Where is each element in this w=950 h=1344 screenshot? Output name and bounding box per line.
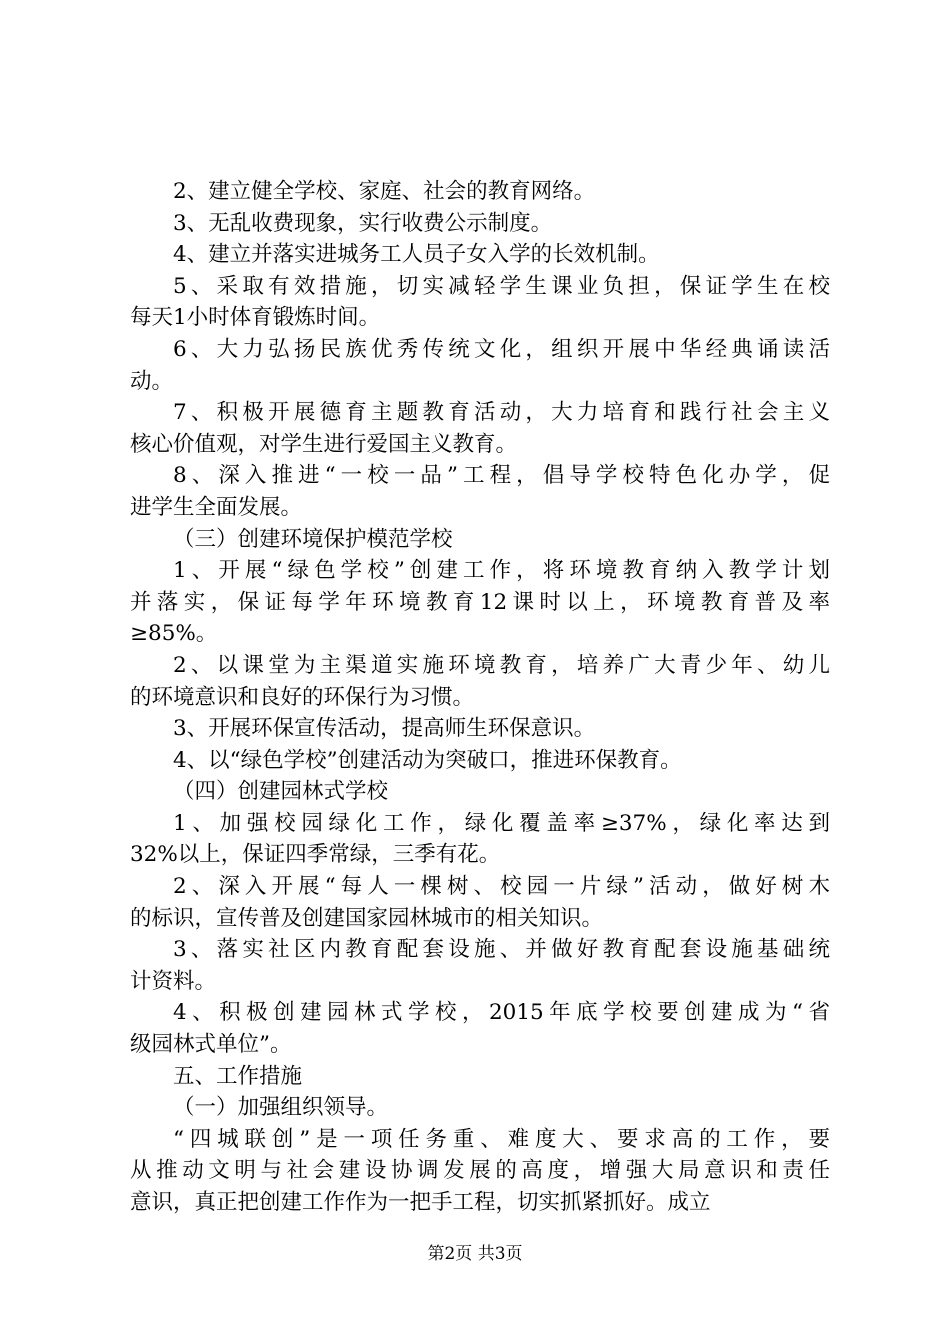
text-line: 2、建立健全学校、家庭、社会的教育网络。	[173, 179, 596, 204]
text-line: 的环境意识和良好的环保行为习惯。	[130, 684, 475, 710]
text-line: 8、深入推进“一校一品”工程，倡导学校特色化办学，促	[173, 463, 830, 489]
text-line: 五、工作措施	[173, 1063, 303, 1089]
text-line: 的标识，宣传普及创建国家园林城市的相关知识。	[130, 905, 604, 931]
text-line: （四）创建园林式学校	[173, 779, 389, 805]
paragraph	[130, 239, 830, 271]
text-line: 进学生全面发展。	[130, 494, 303, 520]
paragraph	[130, 460, 830, 523]
text-line: 计资料。	[130, 968, 217, 994]
text-line: “四城联创”是一项任务重、难度大、要求高的工作，要	[173, 1126, 830, 1152]
text-line: 动。	[130, 368, 174, 394]
paragraph	[130, 176, 830, 208]
paragraph	[130, 397, 830, 460]
paragraph	[130, 1124, 830, 1219]
text-line: 并落实，保证每学年环境教育12课时以上，环境教育普及率	[130, 589, 830, 615]
text-line: 从推动文明与社会建设协调发展的高度，增强大局意识和责任	[130, 1158, 830, 1184]
paragraph	[130, 997, 830, 1060]
text-line: 每天1小时体育锻炼时间。	[130, 305, 381, 331]
text-line: 2、以课堂为主渠道实施环境教育，培养广大青少年、幼儿	[173, 652, 830, 678]
text-line: 1、开展“绿色学校”创建工作，将环境教育纳入教学计划	[173, 558, 830, 584]
paragraph	[130, 871, 830, 934]
paragraph	[130, 271, 830, 334]
text-line: 4、以“绿色学校”创建活动为突破口，推进环保教育。	[173, 747, 682, 773]
paragraph	[130, 334, 830, 397]
text-line: 6、大力弘扬民族优秀传统文化，组织开展中华经典诵读活	[173, 336, 830, 362]
text-line: 5、采取有效措施，切实减轻学生课业负担，保证学生在校	[173, 273, 830, 299]
text-line: 意识，真正把创建工作作为一把手工程，切实抓紧抓好。成立	[130, 1190, 711, 1215]
paragraph	[130, 555, 830, 650]
paragraph	[130, 713, 830, 745]
text-line: 1、加强校园绿化工作，绿化覆盖率≥37%，绿化率达到	[173, 810, 830, 836]
paragraph	[130, 745, 830, 777]
paragraph	[130, 934, 830, 997]
text-line: （一）加强组织领导。	[173, 1095, 389, 1121]
paragraph	[130, 524, 830, 556]
text-line: 4、建立并落实进城务工人员子女入学的长效机制。	[173, 242, 660, 268]
text-line: 核心价值观，对学生进行爱国主义教育。	[130, 431, 518, 457]
text-line: 3、落实社区内教育配套设施、并做好教育配套设施基础统	[173, 937, 830, 963]
text-line: ≥85%。	[130, 621, 218, 647]
paragraph	[130, 1061, 830, 1093]
paragraph	[130, 208, 830, 240]
text-line: 7、积极开展德育主题教育活动，大力培育和践行社会主义	[173, 400, 830, 426]
text-line: 32%以上，保证四季常绿，三季有花。	[130, 842, 501, 868]
paragraph	[130, 650, 830, 713]
text-line: 2、深入开展“每人一棵树、校园一片绿”活动，做好树木	[173, 874, 830, 900]
text-line: 级园林式单位”。	[130, 1032, 292, 1058]
text-line: 3、无乱收费现象，实行收费公示制度。	[173, 210, 553, 236]
paragraph	[130, 776, 830, 808]
document-body	[130, 176, 830, 1219]
paragraph	[130, 808, 830, 871]
text-line: 4、积极创建园林式学校，2015年底学校要创建成为“省	[173, 1000, 830, 1026]
paragraph	[130, 1092, 830, 1124]
text-line: （三）创建环境保护模范学校	[173, 526, 453, 552]
text-line: 3、开展环保宣传活动，提高师生环保意识。	[173, 716, 596, 742]
page-footer: 第2页 共3页	[427, 1244, 523, 1264]
